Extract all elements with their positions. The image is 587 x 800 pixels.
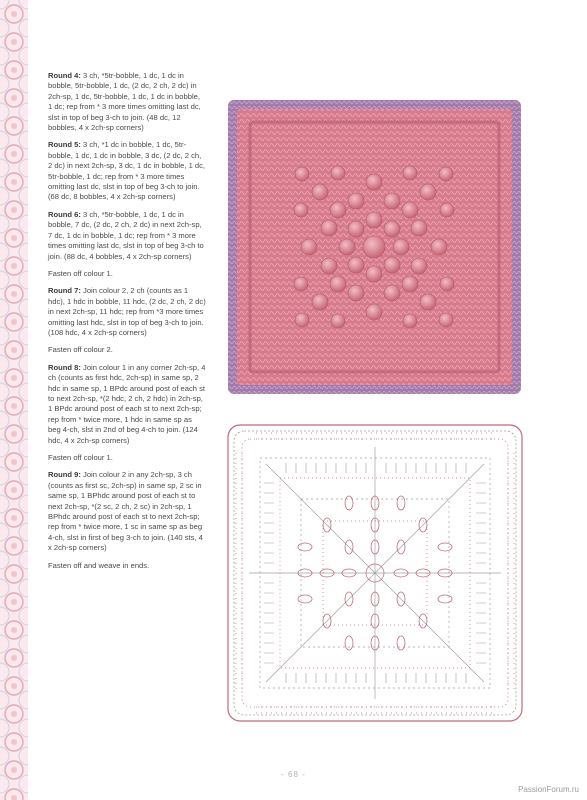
fasten-off-final: Fasten off and weave in ends.	[48, 560, 150, 570]
round-4-paragraph	[48, 71, 206, 133]
round-5-text: 3 ch, *1 dc in bobble, 1 dc, 5tr-bobble, 1 dc, 1 dc in bobble, 3 dc, (2 dc, 2 ch, 2 dc) in next 2ch-sp, 3 dc, 1 dc in bobble, 1 dc, 5tr-bobble, 1 dc; rep from * 3 more times omitting last dc, slst in top of beg 3-ch to join. (68 dc, 8 bobbles, 4 x 2ch-sp corners)	[48, 140, 206, 202]
round-4-label: Round 4:	[48, 71, 81, 80]
round-7-paragraph	[48, 286, 206, 338]
round-8-paragraph	[48, 363, 206, 446]
crochet-square-photo	[228, 100, 521, 394]
round-7-text: Join colour 2, 2 ch (counts as 1 hdc), 1 hdc in bobble, 11 hdc, (2 dc, 2 ch, 2 dc) in next 2ch-sp, 11 hdc; rep from *3 more times omitting last hdc, slst in top of beg 3-ch to join. (108 hdc, 4 x 2ch-sp corners)	[48, 286, 206, 337]
round-8-text: Join colour 1 in any corner 2ch-sp, 4 ch (counts as first hdc, 2ch-sp) in same sp, 2 hdc in same sp, 1 BPdc around post of each st to next 2ch-sp, *(2 hdc, 2 ch, 2 hdc) in 2ch-sp, 1 BPdc around post of each st to next 2ch-sp; rep from * twice more, 1 hdc in same sp as beg 4-ch, slst in 2nd of beg 4-ch to join. (124 hdc, 4 x 2ch-sp corners)	[48, 362, 206, 445]
round-5-paragraph	[48, 140, 206, 202]
fasten-off-colour-2: Fasten off colour 2.	[48, 345, 113, 355]
fasten-off-colour-1: Fasten off colour 1.	[48, 268, 113, 278]
round-4-text: 3 ch, *5tr-bobble, 1 dc, 1 dc in bobble, 5tr-bobble, 1 dc, (2 dc, 2 ch, 2 dc) in 2ch-sp, 1 dc, 5tr-bobble, 1 dc, 1 dc in bobble, 1 dc; rep from * 3 more times omitting last dc, slst in top of beg 3-ch to join. (48 dc, 12 bobbles, 4 x 2ch-sp corners)	[48, 71, 201, 133]
decorative-border-strip	[0, 0, 28, 800]
round-9-text: Join colour 2 in any 2ch-sp, 3 ch (counts as first sc, 2ch-sp) in same sp, 2 sc in same sp, 1 BPhdc around post of each st to next 2ch-sp, *(2 sc, 2 ch, 2 sc) in 2ch-sp, 1 BPhdc around post of each st to next 2ch-sp; rep from * twice more, 1 sc in same sp as beg 4-ch, slst in first of beg 3-ch to join. (140 sts, 4 x 2ch-sp corners)	[48, 470, 203, 553]
round-6-label: Round 6:	[48, 209, 81, 219]
page-number: - 68 -	[281, 770, 306, 779]
round-8-label: Round 8:	[48, 362, 81, 372]
crochet-chart-diagram	[226, 423, 524, 723]
watermark: PassionForum.ru	[518, 785, 579, 794]
round-6-text: 3 ch, *5tr-bobble, 1 dc, 1 dc in bobble, 7 dc, (2 dc, 2 ch, 2 dc) in next 2ch-sp, 7 dc, 1 dc in bobble, 1 dc; rep from * 3 more times omitting last dc, slst in top of beg 3-ch to join. (88 dc, 4 bobbles, 4 x 2ch-sp corners)	[48, 209, 204, 261]
round-5-label: Round 5:	[48, 140, 81, 150]
pattern-instructions	[48, 71, 206, 578]
fasten-off-colour-1-second: Fasten off colour 1.	[48, 453, 113, 462]
round-9-label: Round 9:	[48, 470, 81, 480]
round-7-label: Round 7:	[48, 286, 81, 296]
round-9-paragraph	[48, 470, 206, 553]
round-6-paragraph	[48, 210, 206, 262]
